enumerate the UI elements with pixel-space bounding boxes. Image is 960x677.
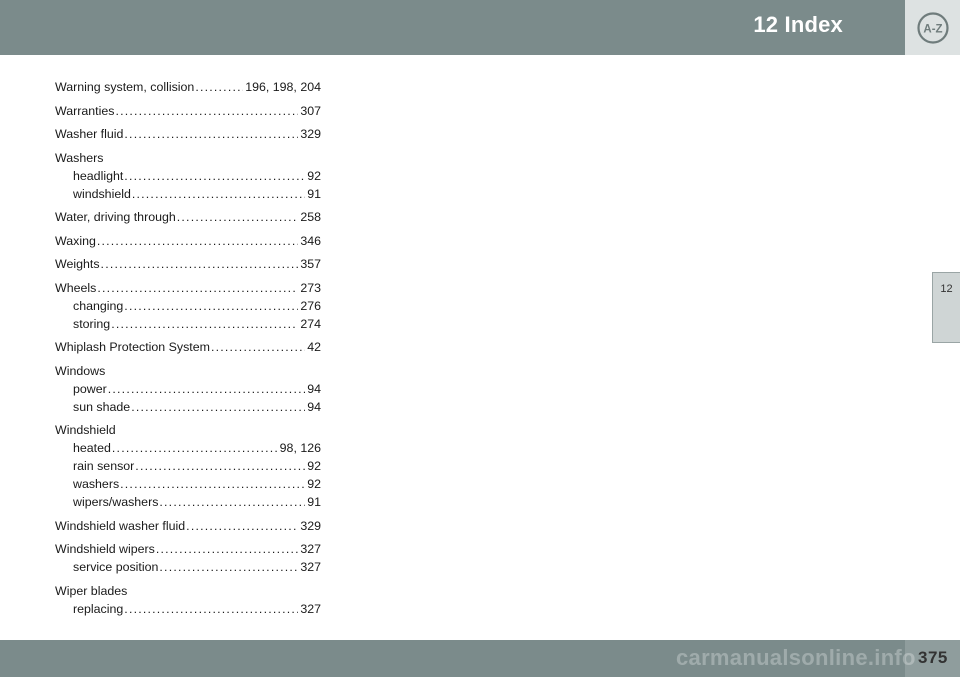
index-group xyxy=(55,255,321,273)
page-title: 12 Index xyxy=(753,12,843,37)
index-group xyxy=(55,362,321,416)
dot-leader xyxy=(186,517,298,535)
entry-label: Water, driving through xyxy=(55,210,176,224)
dot-leader xyxy=(124,600,298,618)
dot-leader xyxy=(108,380,305,398)
entry-page-ref[interactable]: 42 xyxy=(307,340,321,354)
a-z-circle-icon xyxy=(916,11,950,45)
dot-leader xyxy=(124,167,305,185)
entry-label: Weights xyxy=(55,257,100,271)
index-subentry[interactable] xyxy=(55,398,321,416)
dot-leader xyxy=(101,255,299,273)
index-entry[interactable] xyxy=(55,232,321,250)
entry-page-ref[interactable]: 92 xyxy=(307,459,321,473)
entry-label: Windshield wipers xyxy=(55,542,155,556)
index-subentry[interactable] xyxy=(55,380,321,398)
entry-label: Washers xyxy=(55,150,104,165)
entry-page-ref[interactable]: 196, 198, 204 xyxy=(245,80,321,94)
dot-leader xyxy=(132,185,305,203)
index-entry[interactable] xyxy=(55,540,321,558)
dot-leader xyxy=(112,439,278,457)
entry-label: Wheels xyxy=(55,280,97,295)
index-entry[interactable] xyxy=(55,517,321,535)
index-subentry[interactable] xyxy=(55,167,321,185)
entry-label: rain sensor xyxy=(73,459,135,473)
entry-page-ref[interactable]: 94 xyxy=(307,399,321,414)
entry-page-ref[interactable]: 329 xyxy=(300,518,321,533)
entry-page-ref[interactable]: 91 xyxy=(307,186,321,201)
entry-label: changing xyxy=(73,298,124,313)
index-subentry[interactable] xyxy=(55,315,321,333)
entry-label: washers xyxy=(73,477,120,491)
entry-label: wipers/washers xyxy=(73,495,159,509)
index-entry[interactable] xyxy=(55,582,321,600)
dot-leader xyxy=(97,279,298,297)
entry-label: Whiplash Protection System xyxy=(55,340,210,354)
index-subentry[interactable] xyxy=(55,439,321,457)
chapter-tab[interactable]: 12 xyxy=(932,272,960,343)
entry-label: windshield xyxy=(73,186,131,201)
entry-page-ref[interactable]: 329 xyxy=(300,127,321,141)
index-entry[interactable] xyxy=(55,208,321,226)
entry-label: headlight xyxy=(73,168,124,183)
a-z-badge-text: A-Z xyxy=(922,23,943,35)
entry-label: Warning system, collision xyxy=(55,80,195,94)
entry-page-ref[interactable]: 307 xyxy=(300,103,321,118)
index-group xyxy=(55,421,321,511)
entry-label: Windshield washer fluid xyxy=(55,518,186,533)
index-entry[interactable] xyxy=(55,279,321,297)
entry-page-ref[interactable]: 98, 126 xyxy=(279,441,321,455)
dot-leader xyxy=(120,475,305,493)
entry-page-ref[interactable]: 91 xyxy=(307,495,321,509)
index-group xyxy=(55,338,321,356)
entry-page-ref[interactable]: 92 xyxy=(307,168,321,183)
index-group xyxy=(55,279,321,333)
entry-label: Windows xyxy=(55,363,106,378)
index-group xyxy=(55,517,321,535)
entry-label: replacing xyxy=(73,601,124,616)
index-subentry[interactable] xyxy=(55,558,321,576)
index-entry[interactable] xyxy=(55,255,321,273)
entry-page-ref[interactable]: 327 xyxy=(300,560,321,574)
entry-page-ref[interactable]: 274 xyxy=(300,316,321,331)
entry-label: power xyxy=(73,381,107,396)
entry-page-ref[interactable]: 327 xyxy=(300,542,321,556)
header-bar xyxy=(0,0,905,55)
entry-label: service position xyxy=(73,560,159,574)
index-subentry[interactable] xyxy=(55,475,321,493)
dot-leader xyxy=(177,208,299,226)
index-entry[interactable] xyxy=(55,338,321,356)
entry-label: Washer fluid xyxy=(55,127,124,141)
entry-page-ref[interactable]: 276 xyxy=(300,298,321,313)
entry-page-ref[interactable]: 94 xyxy=(307,381,321,396)
watermark: carmanualsonline.info xyxy=(676,645,916,670)
dot-leader xyxy=(211,338,305,356)
entry-label: Warranties xyxy=(55,103,115,118)
index-group xyxy=(55,78,321,96)
dot-leader xyxy=(111,315,298,333)
index-subentry[interactable] xyxy=(55,600,321,618)
index-entry[interactable] xyxy=(55,149,321,167)
index-group xyxy=(55,125,321,143)
page-number: 375 xyxy=(918,648,948,667)
dot-leader xyxy=(195,78,243,96)
index-entry[interactable] xyxy=(55,362,321,380)
entry-page-ref[interactable]: 357 xyxy=(300,257,321,271)
entry-page-ref[interactable]: 346 xyxy=(300,233,321,248)
entry-label: Waxing xyxy=(55,233,96,248)
a-z-badge xyxy=(905,0,960,55)
index-entry[interactable] xyxy=(55,78,321,96)
index-group xyxy=(55,102,321,120)
index-list xyxy=(55,78,321,623)
index-group xyxy=(55,208,321,226)
dot-leader xyxy=(124,125,298,143)
index-group xyxy=(55,582,321,618)
entry-page-ref[interactable]: 273 xyxy=(300,280,321,295)
dot-leader xyxy=(124,297,298,315)
entry-label: heated xyxy=(73,441,111,455)
index-subentry[interactable] xyxy=(55,297,321,315)
index-subentry[interactable] xyxy=(55,457,321,475)
entry-page-ref[interactable]: 327 xyxy=(300,601,321,616)
index-group xyxy=(55,149,321,203)
dot-leader xyxy=(156,540,298,558)
entry-page-ref[interactable]: 92 xyxy=(307,477,321,491)
index-entry[interactable] xyxy=(55,102,321,120)
entry-label: sun shade xyxy=(73,399,131,414)
dot-leader xyxy=(159,493,305,511)
dot-leader xyxy=(131,398,305,416)
dot-leader xyxy=(135,457,305,475)
dot-leader xyxy=(97,232,298,250)
index-group xyxy=(55,232,321,250)
entry-label: storing xyxy=(73,316,111,331)
index-group xyxy=(55,540,321,576)
dot-leader xyxy=(115,102,298,120)
dot-leader xyxy=(159,558,298,576)
index-subentry[interactable] xyxy=(55,185,321,203)
index-entry[interactable] xyxy=(55,421,321,439)
index-entry[interactable] xyxy=(55,125,321,143)
entry-label: Windshield xyxy=(55,423,116,437)
entry-label: Wiper blades xyxy=(55,583,128,598)
index-subentry[interactable] xyxy=(55,493,321,511)
entry-page-ref[interactable]: 258 xyxy=(300,210,321,224)
